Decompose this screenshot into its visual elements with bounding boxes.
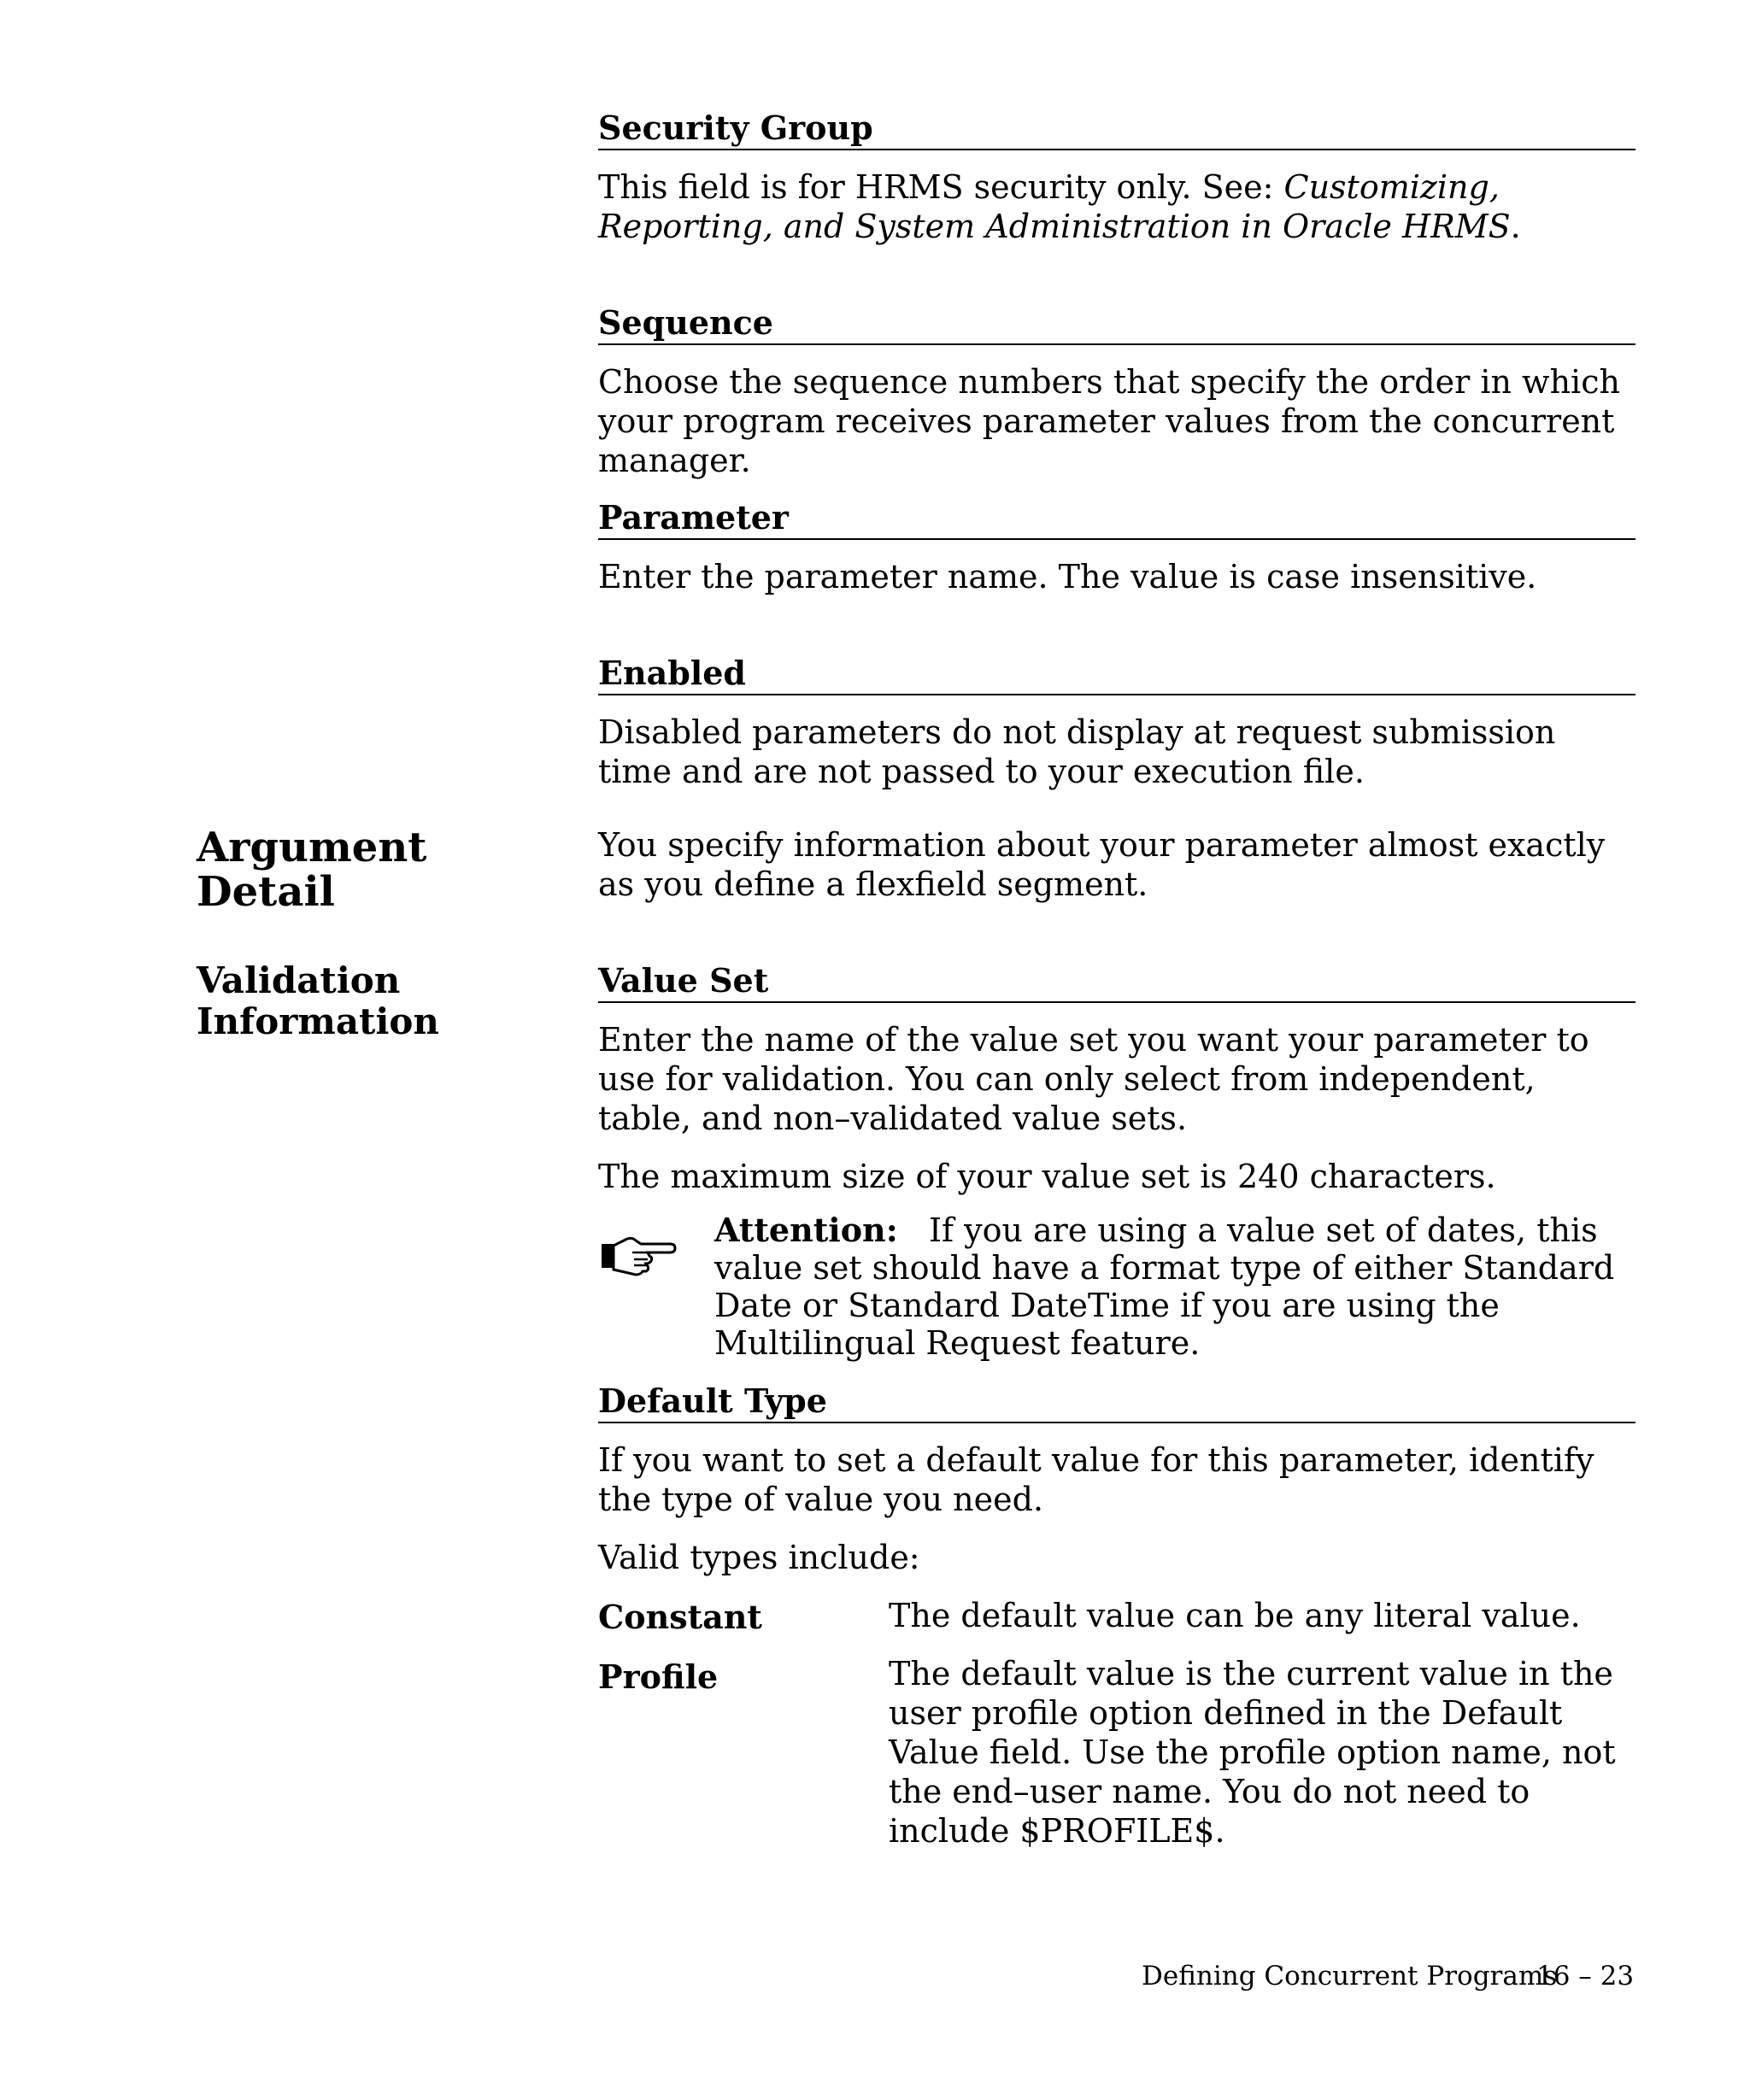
security-group-heading: Security Group: [598, 109, 1635, 150]
type-term-constant: Constant: [598, 1598, 762, 1636]
enabled-heading: Enabled: [598, 654, 1635, 695]
valid-types-text: Valid types include:: [598, 1539, 920, 1576]
security-group-text-plain: This field is for HRMS security only. See:: [598, 168, 1284, 206]
attention-text: If you are using a value set of dates, this value set should have a format type of either Standard Date or Standard DateTime if you are using the Multilingual Request feature.: [714, 1211, 1625, 1362]
type-desc-profile: The default value is the current value in the user profile option defined in the Default Value field. Use the profile option name, not the end–user name. You do not need to include $PROFILE$.: [889, 1655, 1616, 1850]
argument-detail-text: You specify information about your parameter almost exactly as you define a flexfield segment.: [598, 826, 1606, 903]
type-term-profile: Profile: [598, 1657, 719, 1696]
parameter-heading: Parameter: [598, 499, 1635, 540]
default-type-heading: Default Type: [598, 1382, 1635, 1423]
footer-page-number: 16 – 23: [1536, 1961, 1635, 1991]
default-type-text: If you want to set a default value for this parameter, identify the type of value you need.: [598, 1441, 1594, 1518]
validation-heading-line2: Information: [197, 1000, 439, 1042]
security-group-text: [598, 167, 1635, 246]
security-group-text-reference: Customizing, Reporting, and System Administration in Oracle HRMS: [598, 168, 1511, 245]
security-group-text-end: .: [1510, 208, 1521, 245]
value-set-text: Enter the name of the value set you want your parameter to use for validation. You can only select from independent, table, and non–validated value sets.: [598, 1021, 1589, 1137]
argument-detail-heading: Argument Detail: [197, 824, 427, 916]
attention-label: Attention:: [714, 1211, 898, 1249]
type-desc-constant: The default value can be any literal value.: [889, 1597, 1581, 1634]
validation-information-heading: [197, 960, 573, 1042]
parameter-text: Enter the parameter name. The value is case insensitive.: [598, 558, 1537, 595]
pointing-hand-icon: [598, 1232, 677, 1276]
sequence-heading: Sequence: [598, 304, 1635, 345]
attention-note: [714, 1211, 1637, 1362]
footer-chapter-title: Defining Concurrent Programs: [1142, 1961, 1558, 1991]
enabled-text: Disabled parameters do not display at request submission time and are not passed to your execution file.: [598, 713, 1556, 790]
value-set-heading: Value Set: [598, 962, 1635, 1003]
sequence-text: Choose the sequence numbers that specify the order in which your program receives parameter values from the concurrent manager.: [598, 363, 1620, 479]
value-set-max-size-text: The maximum size of your value set is 240 characters.: [598, 1158, 1496, 1195]
validation-heading-line1: Validation: [197, 959, 401, 1001]
